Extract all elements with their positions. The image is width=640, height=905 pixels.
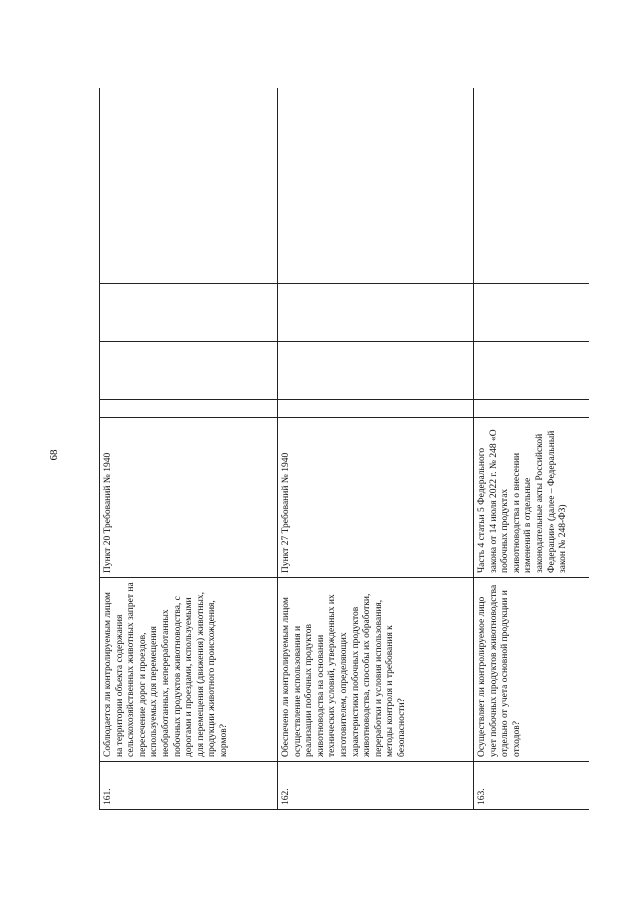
answer-cell-yes bbox=[100, 400, 278, 418]
table-row bbox=[278, 88, 474, 810]
requirement-cell: Пункт 20 Требований № 1940 bbox=[100, 418, 278, 578]
requirement-cell: Пункт 27 Требований № 1940 bbox=[278, 418, 474, 578]
question-cell: Осуществляет ли контролируемое лицо учет побочных продуктов животноводства отдельно от учета основной продукции и отходов? bbox=[474, 578, 590, 762]
note-cell bbox=[278, 88, 474, 284]
answer-cell-yes bbox=[278, 400, 474, 418]
question-cell: Обеспечено ли контролируемым лицом осуществление использования и реализации побочных продуктов животноводства на основании технических условий, утвержденных их изготовителем, определяющих характеристики побочных продуктов животноводства, способы их обработки, переработки и условия использования, методы контроля и требования к безопасности? bbox=[278, 578, 474, 762]
checklist-table bbox=[99, 88, 589, 810]
page-number: 68 bbox=[48, 449, 60, 461]
answer-cell-na bbox=[278, 284, 474, 342]
table-row bbox=[100, 88, 278, 810]
table-viewport bbox=[99, 88, 589, 810]
answer-cell-no bbox=[278, 342, 474, 400]
note-cell bbox=[100, 88, 278, 284]
answer-cell-no bbox=[100, 342, 278, 400]
question-cell: Соблюдается ли контролируемым лицом на территории объекта содержания сельскохозяйственных животных запрет на пересечение дорог и проездов, используемых для перемещения необработанных, непереработанных побочных продуктов животноводства, с дорогами и проездами, используемыми для перемещения (движения) животных, продукции животного происхождения, кормов? bbox=[100, 578, 278, 762]
note-cell bbox=[474, 88, 590, 284]
answer-cell-na bbox=[474, 284, 590, 342]
answer-cell-na bbox=[100, 284, 278, 342]
row-number: 162. bbox=[278, 762, 474, 810]
row-number: 161. bbox=[100, 762, 278, 810]
answer-cell-no bbox=[474, 342, 590, 400]
row-number: 163. bbox=[474, 762, 590, 810]
answer-cell-yes bbox=[474, 400, 590, 418]
rotated-table-container bbox=[99, 88, 589, 810]
requirement-cell: Часть 4 статьи 5 Федерального закона от 14 июля 2022 г. № 248 «О побочных продуктах животноводства и о внесении изменений в отдельные законодательные акты Российской Федерации» (далее – Федеральный закон № 248-ФЗ) bbox=[474, 418, 590, 578]
table-row bbox=[474, 88, 590, 810]
